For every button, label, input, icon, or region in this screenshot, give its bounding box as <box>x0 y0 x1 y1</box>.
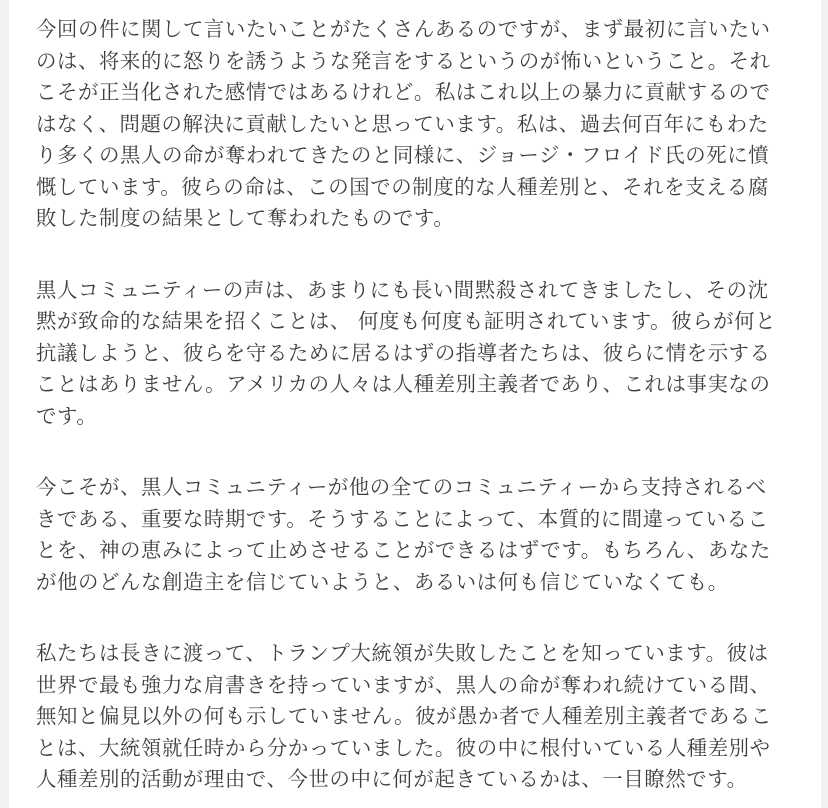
text-line: 黙が致命的な結果を招くことは、 何度も何度も証明されています。彼らが何と <box>36 309 777 333</box>
paragraph-4 <box>36 638 821 796</box>
text-line: 黒人コミュニティーの声は、あまりにも長い間黙殺されてきましたし、その沈 <box>36 277 769 302</box>
text-line: り多くの黒人の命が奪われてきたのと同様に、ジョージ・フロイド氏の死に憤 <box>36 143 770 167</box>
text-line: 私たちは長きに渡って、トランプ大統領が失敗したことを知っています。彼は <box>36 641 769 665</box>
text-line: 敗した制度の結果として奪われたものです。 <box>36 206 455 230</box>
text-line: こそが正当化された感情ではあるけれど。私はこれ以上の暴力に貢献するので <box>36 80 771 104</box>
text-line: 今こそが、黒人コミュニティーが他の全てのコミュニティーから支持されるべ <box>36 475 767 499</box>
text-line: きである、重要な時期です。そうすることによって、本質的に間違っているこ <box>36 506 769 531</box>
text-line: 今回の件に関して言いたいことがたくさんあるのですが、まず最初に言いたい <box>36 17 771 41</box>
text-line: 世界で最も強力な肩書きを持っていますが、黒人の命が奪われ続けている間、 <box>36 672 771 697</box>
text-line: が他のどんな創造主を信じていようと、あるいは何も信じていなくても。 <box>36 569 729 594</box>
text-line: です。 <box>36 403 98 428</box>
paragraph-2 <box>36 275 821 433</box>
text-line: のは、将来的に怒りを誘うような発言をするというのが怖いということ。それ <box>36 48 771 73</box>
text-line: 抗議しようと、彼らを守るために居るはずの指導者たちは、彼らに情を示する <box>36 340 771 365</box>
paragraph-spacer <box>36 235 821 275</box>
text-line: 人種差別的活動が理由で、今世の中に何が起きているかは、一目瞭然です。 <box>36 767 748 791</box>
text-line: ことはありません。アメリカの人々は人種差別主義者であり、これは事実なの <box>36 372 771 396</box>
text-line: 慨しています。彼らの命は、この国での制度的な人種差別と、それを支える腐 <box>36 174 770 199</box>
text-line: とは、大統領就任時から分かっていました。彼の中に根付いている人種差別や <box>36 735 771 760</box>
paragraph-1 <box>36 14 821 235</box>
paragraph-spacer <box>36 432 821 472</box>
paragraph-spacer <box>36 598 821 638</box>
text-line: はなく、問題の解決に貢献したいと思っています。私は、過去何百年にもわた <box>36 111 769 136</box>
text-line: とを、神の恵みによって止めさせることができるはずです。もちろん、あなた <box>36 538 771 562</box>
text-line: 無知と偏見以外の何も示していません。彼が愚か者で人種差別主義者であるこ <box>36 704 772 728</box>
document-page <box>9 0 821 808</box>
paragraph-3 <box>36 472 821 598</box>
